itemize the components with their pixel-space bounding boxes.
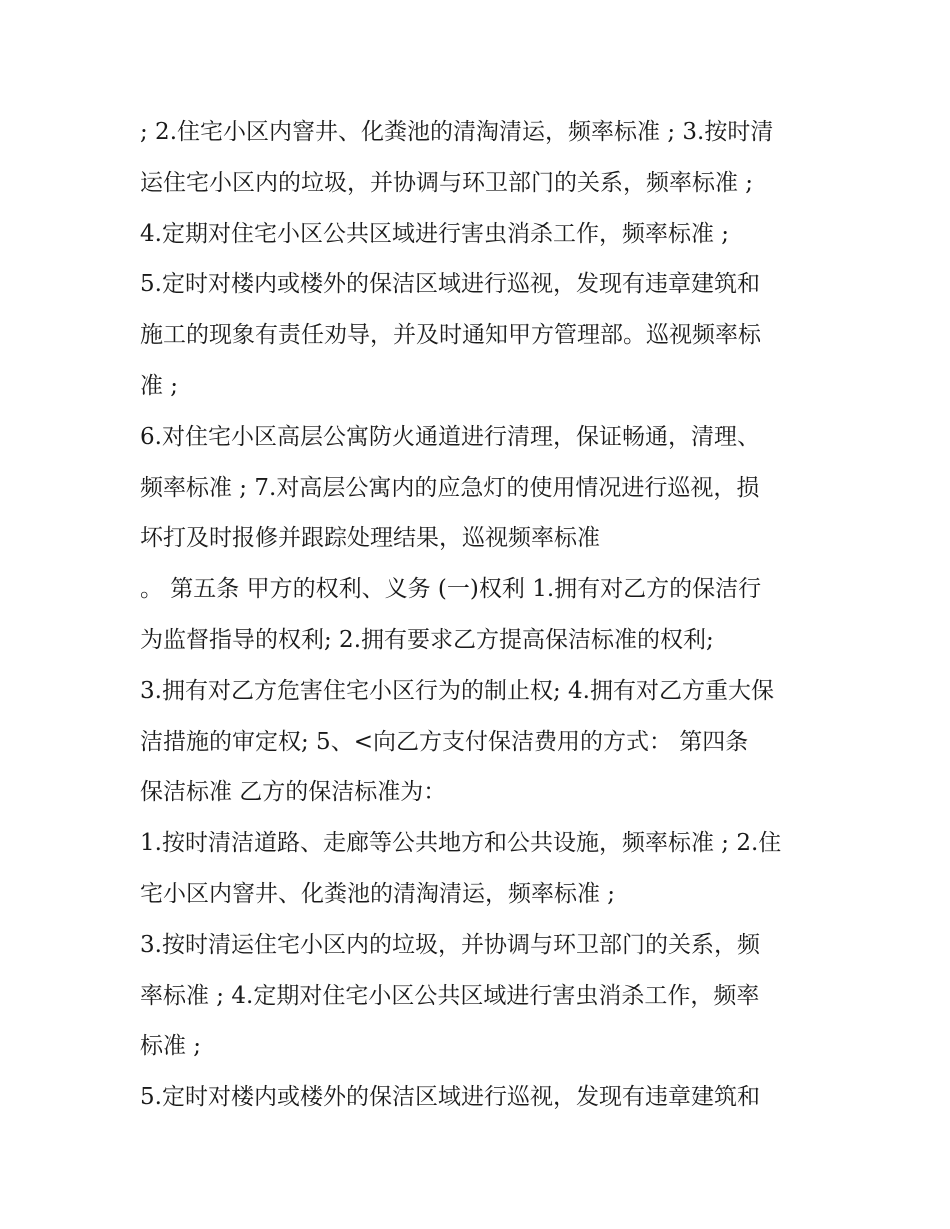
text-line: 为监督指导的权利; 2.拥有要求乙方提高保洁标准的权利; (140, 626, 714, 653)
text-line: 宅小区内窨井、化粪池的清淘清运，频率标准 ; (140, 880, 616, 907)
text-line: 3.按时清运住宅小区内的垃圾，并协调与环卫部门的关系，频 (140, 931, 760, 958)
text-line: 5.定时对楼内或楼外的保洁区域进行巡视，发现有违章建筑和 (140, 271, 760, 298)
text-line: 1.按时清洁道路、走廊等公共地方和公共设施，频率标准 ; 2.住 (140, 830, 782, 857)
text-line: 标准 ; (140, 1033, 202, 1060)
text-line: 保洁标准 乙方的保洁标准为： (140, 779, 447, 806)
text-line: 施工的现象有责任劝导，并及时通知甲方管理部。巡视频率标 (140, 322, 761, 349)
text-line: 频率标准 ; 7.对高层公寓内的应急灯的使用情况进行巡视，损 (140, 474, 760, 501)
text-line: 3.拥有对乙方危害住宅小区行为的制止权; 4.拥有对乙方重大保 (140, 677, 774, 704)
text-line: 率标准 ; 4.定期对住宅小区公共区域进行害虫消杀工作，频率 (140, 982, 760, 1009)
text-line: 4.定期对住宅小区公共区域进行害虫消杀工作，频率标准 ; (140, 220, 730, 247)
text-line: 坏打及时报修并跟踪处理结果，巡视频率标准 (140, 525, 600, 552)
text-line: 6.对住宅小区高层公寓防火通道进行清理，保证畅通，清理、 (140, 423, 760, 450)
text-line: ; 2.住宅小区内窨井、化粪池的清淘清运，频率标准 ; 3.按时清 (140, 119, 774, 145)
document-body (140, 107, 820, 1123)
text-line: 运住宅小区内的垃圾，并协调与环卫部门的关系，频率标准 ; (140, 169, 754, 196)
text-line: 。 第五条 甲方的权利、义务 (一)权利 1.拥有对乙方的保洁行 (140, 576, 762, 603)
text-line: 准 ; (140, 372, 179, 399)
text-line: 洁措施的审定权; 5、<向乙方支付保洁费用的方式： 第四条 (140, 728, 749, 755)
text-line: 5.定时对楼内或楼外的保洁区域进行巡视，发现有违章建筑和 (140, 1084, 760, 1111)
